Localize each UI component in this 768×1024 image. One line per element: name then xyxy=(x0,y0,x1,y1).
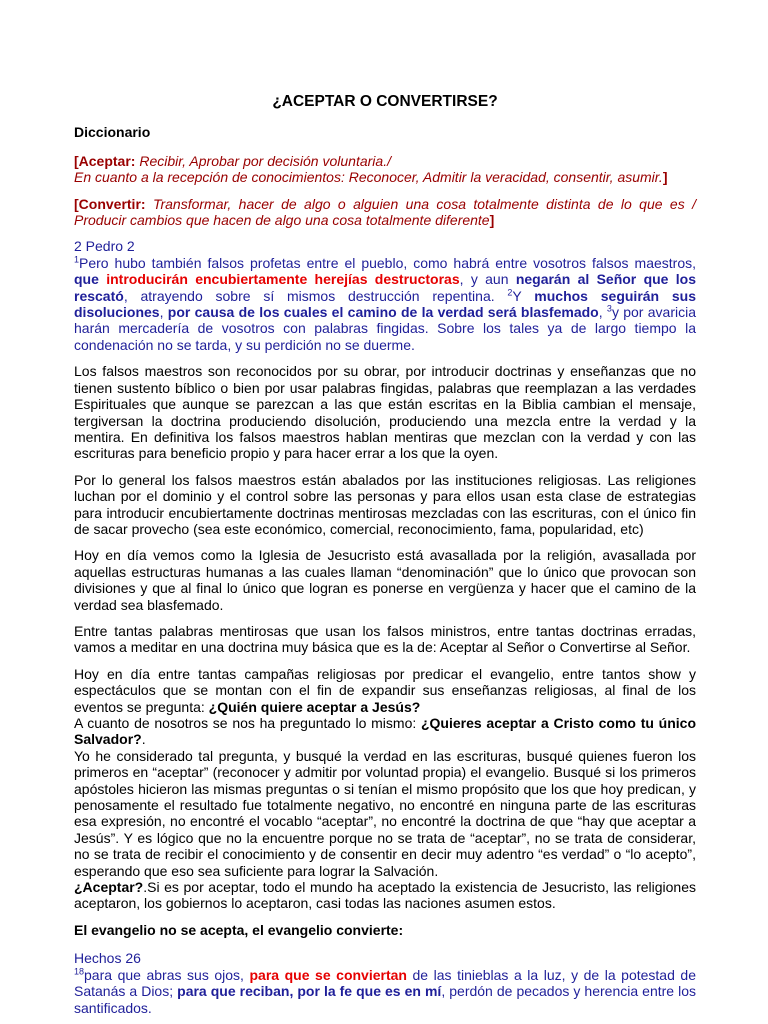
paragraph-question: ¿Quién quiere aceptar a Jesús? xyxy=(208,698,421,715)
paragraph-text: . xyxy=(141,731,146,748)
passage-emphasis: para que se conviertan xyxy=(249,966,407,983)
scripture-passage-pedro xyxy=(74,255,696,353)
passage-text-bold: por causa de los cuales el camino de la verdad será blasfemado xyxy=(167,304,599,321)
dictionary-heading: Diccionario xyxy=(74,124,151,141)
paragraph-iglesia: Hoy en día vemos como la Iglesia de Jesucristo está avasallada por la religión, avasallada por aquellas estructuras humanas a las cuales llaman “denominación” que lo único que provocan son divisiones y que al final lo único que logran es ponerse en vergüenza y hacer que el camino de la verdad sea blasfemado. xyxy=(74,547,696,613)
passage-text: , xyxy=(598,304,607,321)
verse-number: 1 xyxy=(74,254,80,265)
paragraph-question: ¿Quieres aceptar a Cristo como tu único Salvador? xyxy=(74,715,696,748)
passage-text: Pero hubo también falsos profetas entre el pueblo, como habrá entre vosotros falsos maestros, xyxy=(79,254,696,271)
passage-text: , perdón de pecados y herencia entre los santificados. xyxy=(74,983,696,1016)
definition-aceptar-line1: Recibir, Aprobar por decisión voluntaria./ xyxy=(135,152,391,169)
passage-text-bold: negarán al Señor que los rescató xyxy=(74,271,697,304)
passage-text: Y xyxy=(512,287,535,304)
definition-convertir-text: Transformar, hacer de algo o alguien una cosa totalmente distinta de lo que es / Producir cambios que hacen de algo una cosa totalmente diferente xyxy=(74,195,696,229)
verse-number: 3 xyxy=(606,303,612,314)
paragraph-aceptar xyxy=(74,879,696,912)
paragraph-doctrina: Entre tantas palabras mentirosas que usan los falsos ministros, entre tantas doctrinas erradas, vamos a meditar en una doctrina muy básica que es la de: Aceptar al Señor o Convertirse al Señor. xyxy=(74,622,696,656)
verse-number: 18 xyxy=(74,966,85,977)
scripture-passage-hechos xyxy=(74,967,696,1016)
paragraph-text: Hoy en día entre tantas campañas religiosas por predicar el evangelio, entre tantos show y espectáculos que se montan con el fin de expandir sus enseñanzas religiosas, al final de los eventos se pregunta: xyxy=(74,665,696,715)
passage-text: de las tinieblas a la luz, y de la potestad de Satanás a Dios; xyxy=(74,966,696,1000)
passage-text: y por avaricia harán mercadería de vosotros con palabras fingidas. Sobre los tales ya de largo tiempo la condenación no se tarda, y su perdición no se duerme. xyxy=(74,304,697,353)
paragraph-pregunta xyxy=(74,715,696,748)
passage-text: , y aun xyxy=(459,271,516,288)
verse-number: 2 xyxy=(507,287,513,297)
definition-aceptar-term: [Aceptar: xyxy=(74,152,136,169)
paragraph-question: ¿Aceptar? xyxy=(74,879,144,896)
definition-aceptar-line2: En cuanto a la recepción de conocimientos: Reconocer, Admitir la veracidad, consentir, asumir. xyxy=(74,169,663,186)
passage-text: para que abras sus ojos, xyxy=(84,966,250,983)
section-heading: El evangelio no se acepta, el evangelio convierte: xyxy=(74,921,404,938)
paragraph-campanas xyxy=(74,666,696,715)
definition-convertir xyxy=(74,196,696,229)
passage-text: , xyxy=(159,304,168,321)
passage-text-bold: para que reciban, por la fe que es en mí xyxy=(177,983,442,1000)
paragraph-falsos-maestros: Los falsos maestros son reconocidos por su obrar, por introducir doctrinas y enseñanzas que no tienen sustento bíblico o bien por usar palabras fingidas, palabras que reemplazan a las verdades Espirituales que aunque se parezcan a las que están escritas en la Biblia cambian el mensaje, tergiversan la doctrina produciendo disolución, produciendo una mezcla entre la verdad y la mentira. En definitiva los falsos maestros hablan mentiras que mezclan con la verdad y con las escrituras para beneficio propio y para hacer errar a los que la oyen. xyxy=(74,363,696,462)
definition-convertir-term: [Convertir: xyxy=(74,195,146,212)
paragraph-text: A cuanto de nosotros se nos ha preguntado lo mismo: xyxy=(74,715,421,731)
passage-text-bold: que xyxy=(74,271,107,288)
paragraph-text: .Si es por aceptar, todo el mundo ha aceptado la existencia de Jesucristo, las religiones aceptaron, los gobiernos lo aceptaron, casi todas las naciones asumen estos. xyxy=(74,879,696,912)
paragraph-instituciones: Por lo general los falsos maestros están abalados por las instituciones religiosas. Las religiones luchan por el dominio y el control sobre las personas y para ellos usan esta clase de estrategias para introducir encubiertamente doctrinas mentirosas mezcladas con las escrituras, con el único fin de sacar provecho (sea este económico, comercial, reconocimiento, fama, popularidad, etc) xyxy=(74,471,696,537)
scripture-reference-hechos: Hechos 26 xyxy=(74,950,141,967)
passage-text-bold: muchos seguirán sus disoluciones xyxy=(74,287,696,321)
passage-text: , atrayendo sobre sí mismos destrucción repentina. xyxy=(123,287,508,304)
definition-convertir-close: ] xyxy=(489,212,495,229)
passage-emphasis: introducirán encubiertamente herejías destructoras xyxy=(106,271,460,288)
definition-aceptar-close: ] xyxy=(662,169,668,186)
definition-aceptar xyxy=(74,153,696,186)
scripture-reference-pedro: 2 Pedro 2 xyxy=(74,238,135,255)
paragraph-busqueda: Yo he considerado tal pregunta, y busqué la verdad en las escrituras, busqué quienes fueron los primeros en “aceptar” (reconocer y admitir por voluntad propia) el evangelio. Busqué si los primeros apóstoles hicieron las mismas preguntas o si tenían el mismo propósito que los que hoy predican, y penosamente el resultado fue totalmente negativo, no encontré en ninguna parte de las escrituras esa expresión, no encontré el vocablo “aceptar”, no encontré la doctrina de que “hay que aceptar a Jesús”. Y es lógico que no la encuentre porque no se trata de “aceptar”, no se trata de considerar, no se trata de recibir el conocimiento y de consentir en decir muy adentro “es verdad” o “lo acepto”, esperando que eso sea suficiente para lograr la Salvación. xyxy=(74,747,696,879)
page-title: ¿ACEPTAR O CONVERTIRSE? xyxy=(272,93,498,110)
